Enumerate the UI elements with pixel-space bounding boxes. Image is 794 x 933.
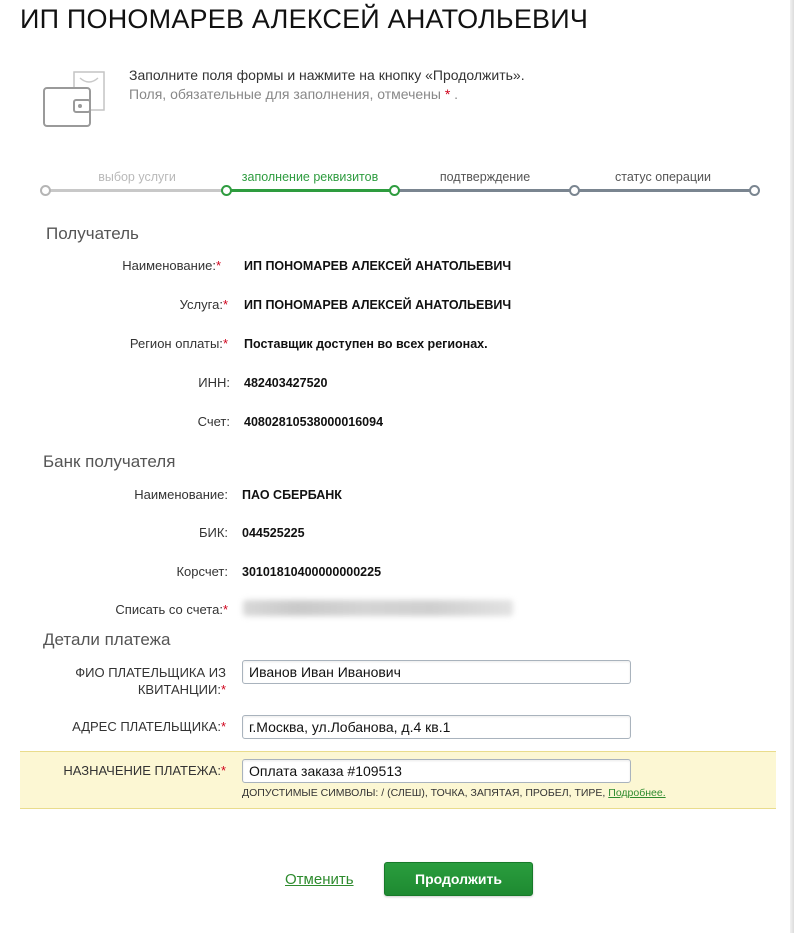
region-label-text: Регион оплаты: — [129, 336, 223, 351]
payer-name-label-line2: КВИТАНЦИИ: — [137, 682, 221, 697]
bank-name-value: ПАО СБЕРБАНК — [242, 488, 342, 502]
payer-name-label-line2-wrap — [75, 681, 226, 698]
corr-account-value: 30101810400000000225 — [242, 565, 382, 579]
bik-value: 044525225 — [242, 526, 305, 540]
inn-value: 482403427520 — [244, 376, 328, 390]
bank-name-label: Наименование: — [134, 487, 228, 502]
required-asterisk: * — [220, 682, 226, 697]
required-asterisk: * — [222, 297, 228, 312]
region-label — [130, 336, 228, 351]
debit-account-label — [115, 602, 228, 617]
debit-account-select-blurred[interactable] — [243, 600, 513, 616]
step-segment-3 — [395, 189, 575, 192]
payer-name-label — [75, 664, 226, 698]
payment-purpose-label-text: НАЗНАЧЕНИЕ ПЛАТЕЖА: — [63, 763, 221, 778]
payment-purpose-input[interactable] — [242, 759, 631, 783]
recipient-name-value: ИП ПОНОМАРЕВ АЛЕКСЕЙ АНАТОЛЬЕВИЧ — [244, 259, 512, 273]
payment-details-section-title: Детали платежа — [43, 630, 171, 649]
required-asterisk: * — [444, 86, 451, 102]
allowed-symbols-hint — [242, 787, 666, 799]
bik-label: БИК: — [198, 525, 228, 540]
step-status: статус операции — [615, 170, 711, 184]
step-dot-1 — [221, 185, 232, 196]
continue-button[interactable]: Продолжить — [384, 862, 533, 896]
step-dot-2 — [389, 185, 400, 196]
required-note — [129, 86, 458, 102]
required-note-suffix: . — [454, 86, 459, 102]
step-dot-3 — [569, 185, 580, 196]
payer-address-label — [72, 719, 226, 734]
recipient-name-label — [122, 258, 221, 273]
step-progress — [40, 168, 762, 202]
step-dot-end — [749, 185, 760, 196]
payer-address-input[interactable] — [242, 715, 631, 739]
cancel-link[interactable]: Отменить — [285, 871, 354, 888]
inn-label: ИНН: — [198, 375, 230, 390]
step-fill-details: заполнение реквизитов — [241, 170, 379, 184]
region-value: Поставщик доступен во всех регионах. — [244, 337, 488, 351]
payment-purpose-label — [63, 763, 226, 778]
corr-account-label: Корсчет: — [176, 564, 228, 579]
required-asterisk: * — [215, 258, 221, 273]
wallet-icon — [42, 70, 108, 130]
allowed-symbols-text: ДОПУСТИМЫЕ СИМВОЛЫ: / (СЛЕШ), ТОЧКА, ЗАПЯТАЯ, ПРОБЕЛ, ТИРЕ, — [242, 787, 606, 799]
payer-address-label-text: АДРЕС ПЛАТЕЛЬЩИКА: — [72, 719, 221, 734]
required-note-text: Поля, обязательные для заполнения, отмечены — [129, 86, 441, 102]
required-asterisk: * — [220, 763, 226, 778]
intro-text: Заполните поля формы и нажмите на кнопку «Продолжить». — [129, 67, 525, 83]
step-confirmation: подтверждение — [439, 170, 531, 184]
recipient-name-label-text: Наименование: — [122, 258, 216, 273]
required-asterisk: * — [222, 336, 228, 351]
bank-section-title: Банк получателя — [43, 452, 176, 471]
step-segment-2 — [227, 189, 395, 192]
recipient-section-title: Получатель — [46, 224, 139, 243]
service-label-text: Услуга: — [179, 297, 223, 312]
step-segment-4 — [575, 189, 755, 192]
payer-name-label-line1: ФИО ПЛАТЕЛЬЩИКА ИЗ — [75, 665, 226, 680]
debit-account-label-text: Списать со счета: — [115, 602, 223, 617]
account-label: Счет: — [197, 414, 230, 429]
payer-name-input[interactable] — [242, 660, 631, 684]
more-info-link[interactable]: Подробнее. — [608, 787, 666, 799]
page-title: ИП ПОНОМАРЕВ АЛЕКСЕЙ АНАТОЛЬЕВИЧ — [20, 4, 589, 34]
required-asterisk: * — [220, 719, 226, 734]
page-edge — [790, 0, 794, 933]
step-segment-1 — [45, 189, 227, 192]
step-select-service: выбор услуги — [98, 170, 176, 184]
required-asterisk: * — [222, 602, 228, 617]
step-dot-start — [40, 185, 51, 196]
service-label — [180, 297, 228, 312]
service-value: ИП ПОНОМАРЕВ АЛЕКСЕЙ АНАТОЛЬЕВИЧ — [244, 298, 512, 312]
account-value: 40802810538000016094 — [244, 415, 384, 429]
